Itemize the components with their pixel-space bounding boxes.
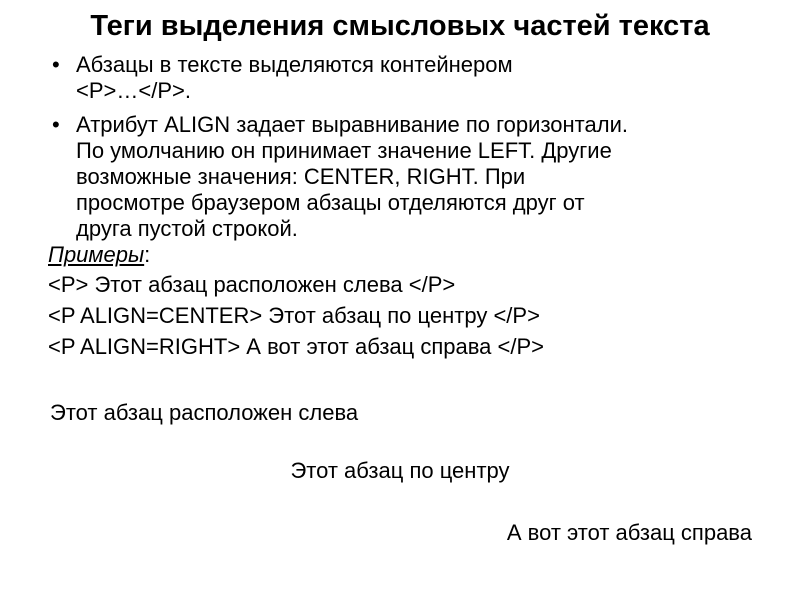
examples-label-text: Примеры	[48, 242, 145, 267]
code-line-left: <P> Этот абзац расположен слева </P>	[48, 272, 456, 297]
bullet-2-line-5: друга пустой строкой.	[76, 216, 298, 241]
examples-colon: :	[144, 242, 151, 267]
examples-heading	[48, 242, 150, 268]
bullet-item-2	[52, 112, 772, 242]
bullet-dot-icon: •	[52, 112, 60, 137]
demo-center-paragraph: Этот абзац по центру	[290, 458, 510, 483]
slide-title: Теги выделения смысловых частей текста	[90, 10, 710, 42]
demo-left-paragraph: Этот абзац расположен слева	[50, 400, 359, 425]
bullet-1-line-1: Абзацы в тексте выделяются контейнером	[76, 52, 513, 77]
bullet-2-line-2: По умолчанию он принимает значение LEFT. Другие	[76, 138, 612, 163]
bullet-2-line-4: просмотре браузером абзацы отделяются друг от	[76, 190, 585, 215]
bullet-1-line-2: <P>…</P>.	[76, 78, 191, 103]
code-line-right: <P ALIGN=RIGHT> А вот этот абзац справа </P>	[48, 334, 545, 359]
bullet-list	[52, 52, 772, 250]
bullet-2-line-3: возможные значения: CENTER, RIGHT. При	[76, 164, 526, 189]
bullet-dot-icon: •	[52, 52, 60, 77]
demo-right-paragraph: А вот этот абзац справа	[506, 520, 752, 545]
bullet-2-line-1: Атрибут ALIGN задает выравнивание по горизонтали.	[76, 112, 628, 137]
code-line-center: <P ALIGN=CENTER> Этот абзац по центру </P>	[48, 303, 540, 328]
bullet-item-1	[52, 52, 772, 104]
